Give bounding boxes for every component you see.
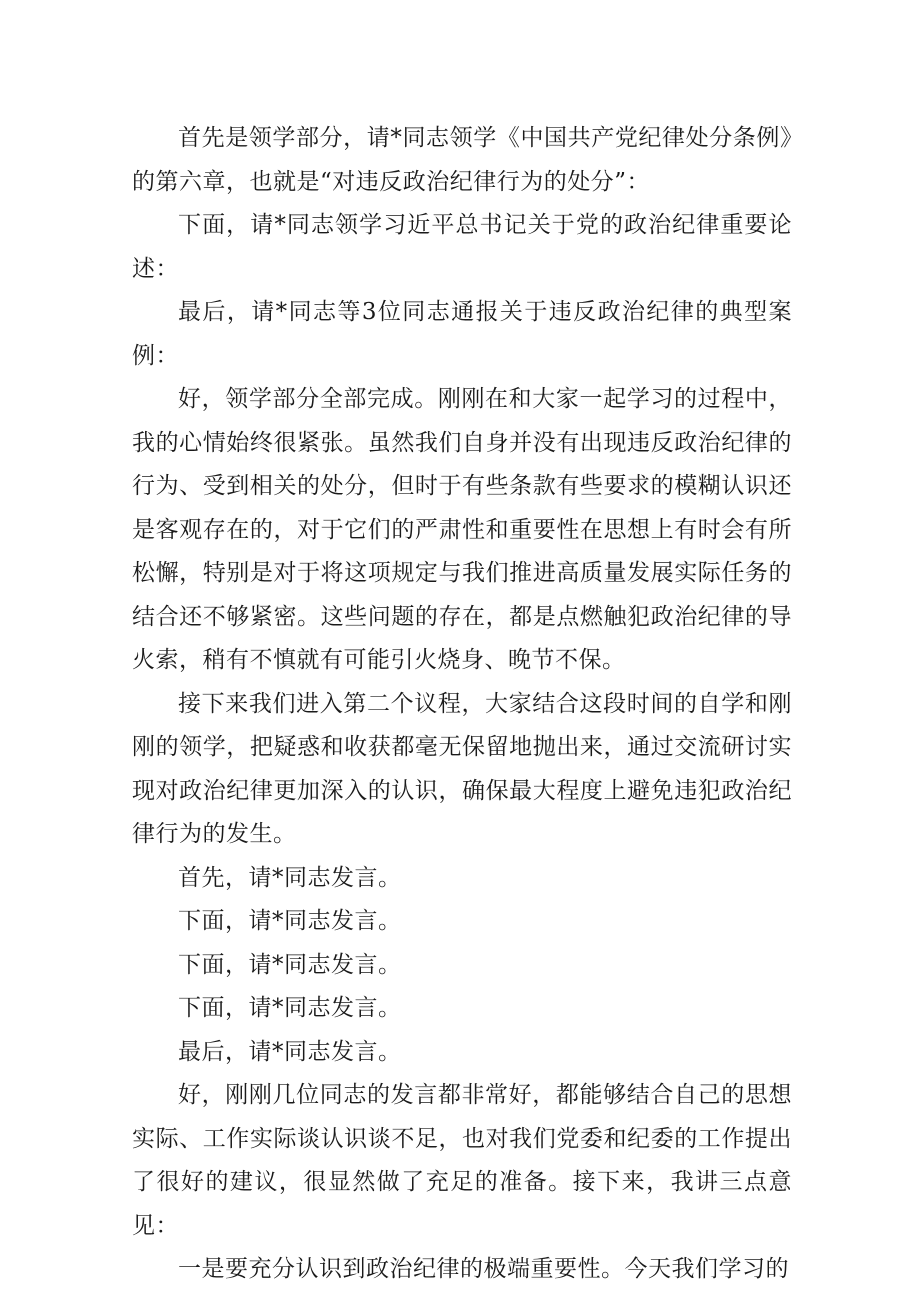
paragraph-speaker-3: 下面，请*同志发言。 xyxy=(178,951,402,978)
paragraph-speaker-2: 下面，请*同志发言。 xyxy=(178,908,402,934)
document-body xyxy=(132,117,792,1292)
paragraph-speaker-1: 首先，请*同志发言。 xyxy=(178,864,402,891)
paragraph-study-summary: 好，领学部分全部完成。刚刚在和大家一起学习的过程中，我的心情始终很紧张。虽然我们自身并没有出现违反政治纪律的行为、受到相关的处分，但时于有些条款有些要求的模糊认识还是客观存在的，对于它们的严肃性和重要性在思想上有时会有所松懈，特别是对于将这项规定与我们推进高质量发展实际任务的结合还不够紧密。这些问题的存在，都是点燃触犯政治纪律的导火索，稍有不慎就有可能引火烧身、晚节不保。 xyxy=(132,386,792,673)
paragraph-speaker-last: 最后，请*同志发言。 xyxy=(178,1038,402,1065)
paragraph-next-study: 下面，请*同志领学习近平总书记关于党的政治纪律重要论述： xyxy=(132,212,792,282)
paragraph-second-agenda: 接下来我们进入第二个议程，大家结合这段时间的自学和刚刚的领学，把疑惑和收获都毫无保留地抛出来，通过交流研讨实现对政治纪律更加深入的认识，确保最大程度上避免违犯政治纪律行为的发生。 xyxy=(132,690,792,847)
paragraph-point-one: 一是要充分认识到政治纪律的极端重要性。今天我们学习的 xyxy=(178,1256,789,1282)
paragraph-closing-remarks: 好，刚刚几位同志的发言都非常好，都能够结合自己的思想实际、工作实际谈认识谈不足，也对我们党委和纪委的工作提出了很好的建议，很显然做了充足的准备。接下来，我讲三点意见： xyxy=(132,1082,792,1239)
paragraph-speaker-4: 下面，请*同志发言。 xyxy=(178,995,402,1021)
paragraph-leading-study: 首先是领学部分，请*同志领学《中国共产党纪律处分条例》的第六章，也就是“对违反政治纪律行为的处分”： xyxy=(132,125,792,195)
paragraph-case-report: 最后，请*同志等3位同志通报关于违反政治纪律的典型案例： xyxy=(132,299,792,369)
